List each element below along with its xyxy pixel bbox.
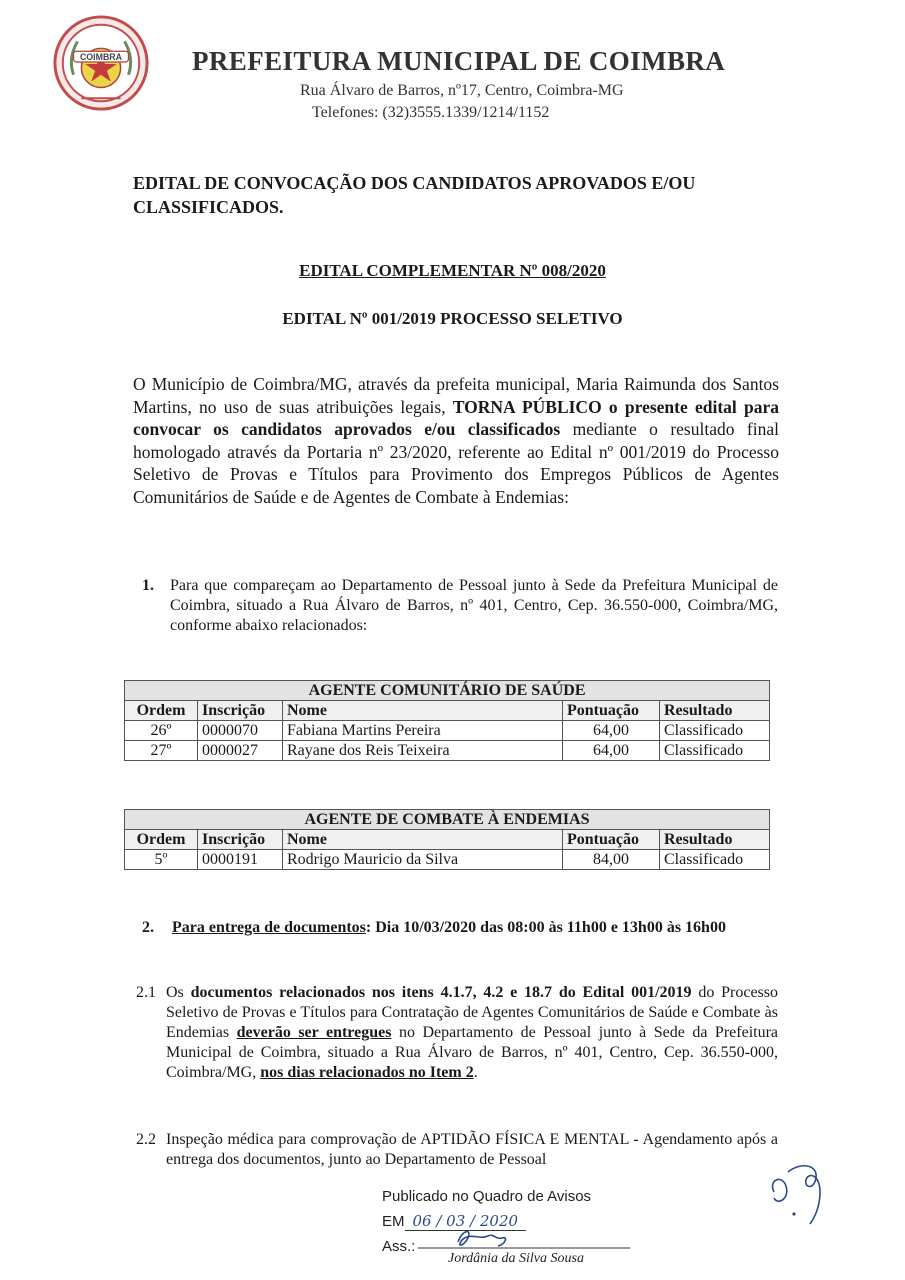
cell-inscricao: 0000070: [198, 721, 283, 741]
col-ordem: Ordem: [125, 701, 198, 721]
seal-text: COIMBRA: [79, 52, 123, 63]
stamp-ass-label: Ass.:: [382, 1238, 416, 1255]
col-nome: Nome: [283, 830, 563, 850]
cell-ordem: 27º: [125, 741, 198, 761]
intro-paragraph: [133, 373, 779, 508]
cell-resultado: Classificado: [660, 721, 770, 741]
cell-ordem: 26º: [125, 721, 198, 741]
item-2-2-text: Inspeção médica para comprovação de APTIDÃO FÍSICA E MENTAL - Agendamento após a entrega dos documentos, junto ao Departamento de Pessoal: [166, 1131, 778, 1168]
col-pontuacao: Pontuação: [563, 701, 660, 721]
col-resultado: Resultado: [660, 830, 770, 850]
item-2-1-b3: nos dias relacionados no Item 2: [260, 1064, 474, 1081]
col-inscricao: Inscrição: [198, 701, 283, 721]
cell-nome: Rodrigo Mauricio da Silva: [283, 850, 563, 870]
cell-nome: Fabiana Martins Pereira: [283, 721, 563, 741]
table-acs-caption: AGENTE COMUNITÁRIO DE SAÚDE: [125, 681, 770, 701]
cell-inscricao: 0000027: [198, 741, 283, 761]
table-row: [125, 721, 770, 741]
item-2-number: 2.: [142, 919, 154, 936]
initials-signature-icon: [760, 1152, 840, 1232]
cell-pontuacao: 64,00: [563, 721, 660, 741]
cell-pontuacao: 84,00: [563, 850, 660, 870]
item-1-text: Para que compareçam ao Departamento de Pessoal junto à Sede da Prefeitura Municipal de Coimbra, situado a Rua Álvaro de Barros, nº 401, Centro, Cep. 36.550-000, Coimbra/MG, conforme abaixo relacionados:: [170, 577, 778, 634]
table-row: [125, 850, 770, 870]
cell-resultado: Classificado: [660, 741, 770, 761]
cell-nome: Rayane dos Reis Teixeira: [283, 741, 563, 761]
stamp-line-published: Publicado no Quadro de Avisos: [382, 1188, 592, 1205]
complementary-edict-title: [0, 261, 905, 281]
item-2-text: : Dia 10/03/2020 das 08:00 às 11h00 e 13h00 às 16h00: [365, 919, 726, 936]
table-ace: [124, 809, 770, 870]
item-1: [142, 576, 778, 636]
stamp-em-label: EM: [382, 1213, 405, 1230]
item-2-1: [136, 983, 778, 1083]
edict-process-title: EDITAL Nº 001/2019 PROCESSO SELETIVO: [282, 309, 623, 328]
item-2-1-b1: documentos relacionados nos itens 4.1.7, 4.2 e 18.7 do Edital 001/2019: [190, 984, 692, 1001]
item-2-1-t2: do Processo Seletivo de Provas e Títulos para Contratação de Agentes Comunitários de Saúde e Combate às Endemias: [166, 984, 779, 1041]
cell-pontuacao: 64,00: [563, 741, 660, 761]
cell-ordem: 5º: [125, 850, 198, 870]
table-row: [125, 741, 770, 761]
intro-text-a: O Município de Coimbra/MG, através da prefeita municipal, Maria Raimunda dos Santos Martins, no uso de suas atribuições legais,: [133, 374, 779, 417]
municipal-seal-icon: [52, 14, 150, 112]
col-resultado: Resultado: [660, 701, 770, 721]
col-ordem: Ordem: [125, 830, 198, 850]
item-2-1-t1: Os: [166, 984, 191, 1001]
municipality-phones: Telefones: (32)3555.1339/1214/1152: [312, 104, 550, 121]
item-2-label: Para entrega de documentos: [172, 919, 366, 936]
municipality-address: Rua Álvaro de Barros, nº17, Centro, Coimbra-MG: [300, 82, 624, 99]
table-acs: [124, 680, 770, 761]
intro-text-bold: TORNA PÚBLICO o presente edital para convocar os candidatos aprovados e/ou classificados: [133, 396, 779, 439]
signer-name: Jordânia da Silva Sousa: [448, 1251, 584, 1266]
table-ace-caption: AGENTE DE COMBATE À ENDEMIAS: [125, 810, 770, 830]
item-2-2: [136, 1130, 778, 1170]
municipality-title: PREFEITURA MUNICIPAL DE COIMBRA: [192, 46, 726, 76]
item-2-1-t3: no Departamento de Pessoal junto à Sede da Prefeitura Municipal de Coimbra, situado a Rua Álvaro de Barros, nº 401, Centro, Cep. 36.550-000, Coimbra/MG,: [166, 1024, 779, 1081]
item-1-number: 1.: [142, 577, 154, 594]
item-2-1-number: 2.1: [136, 984, 156, 1001]
item-2-1-b2: deverão ser entregues: [236, 1024, 392, 1041]
intro-text-c: mediante o resultado final homologado através da Portaria nº 23/2020, referente ao Edital nº 001/2019 do Processo Seletivo de Provas e Títulos para Provimento dos Empregos Públicos de Agentes Comunitários de Saúde e de Agentes de Combate à Endemias:: [133, 419, 779, 507]
col-inscricao: Inscrição: [198, 830, 283, 850]
cell-inscricao: 0000191: [198, 850, 283, 870]
col-nome: Nome: [283, 701, 563, 721]
col-pontuacao: Pontuação: [563, 830, 660, 850]
item-2: [142, 917, 778, 938]
stamp-date: 06 / 03 / 2020: [405, 1212, 527, 1231]
document-title: EDITAL DE CONVOCAÇÃO DOS CANDIDATOS APROVADOS E/OU CLASSIFICADOS.: [133, 173, 696, 217]
item-2-2-number: 2.2: [136, 1131, 156, 1148]
cell-resultado: Classificado: [660, 850, 770, 870]
item-2-1-t4: .: [473, 1064, 478, 1081]
complementary-edict-text: EDITAL COMPLEMENTAR Nº 008/2020: [299, 261, 606, 280]
